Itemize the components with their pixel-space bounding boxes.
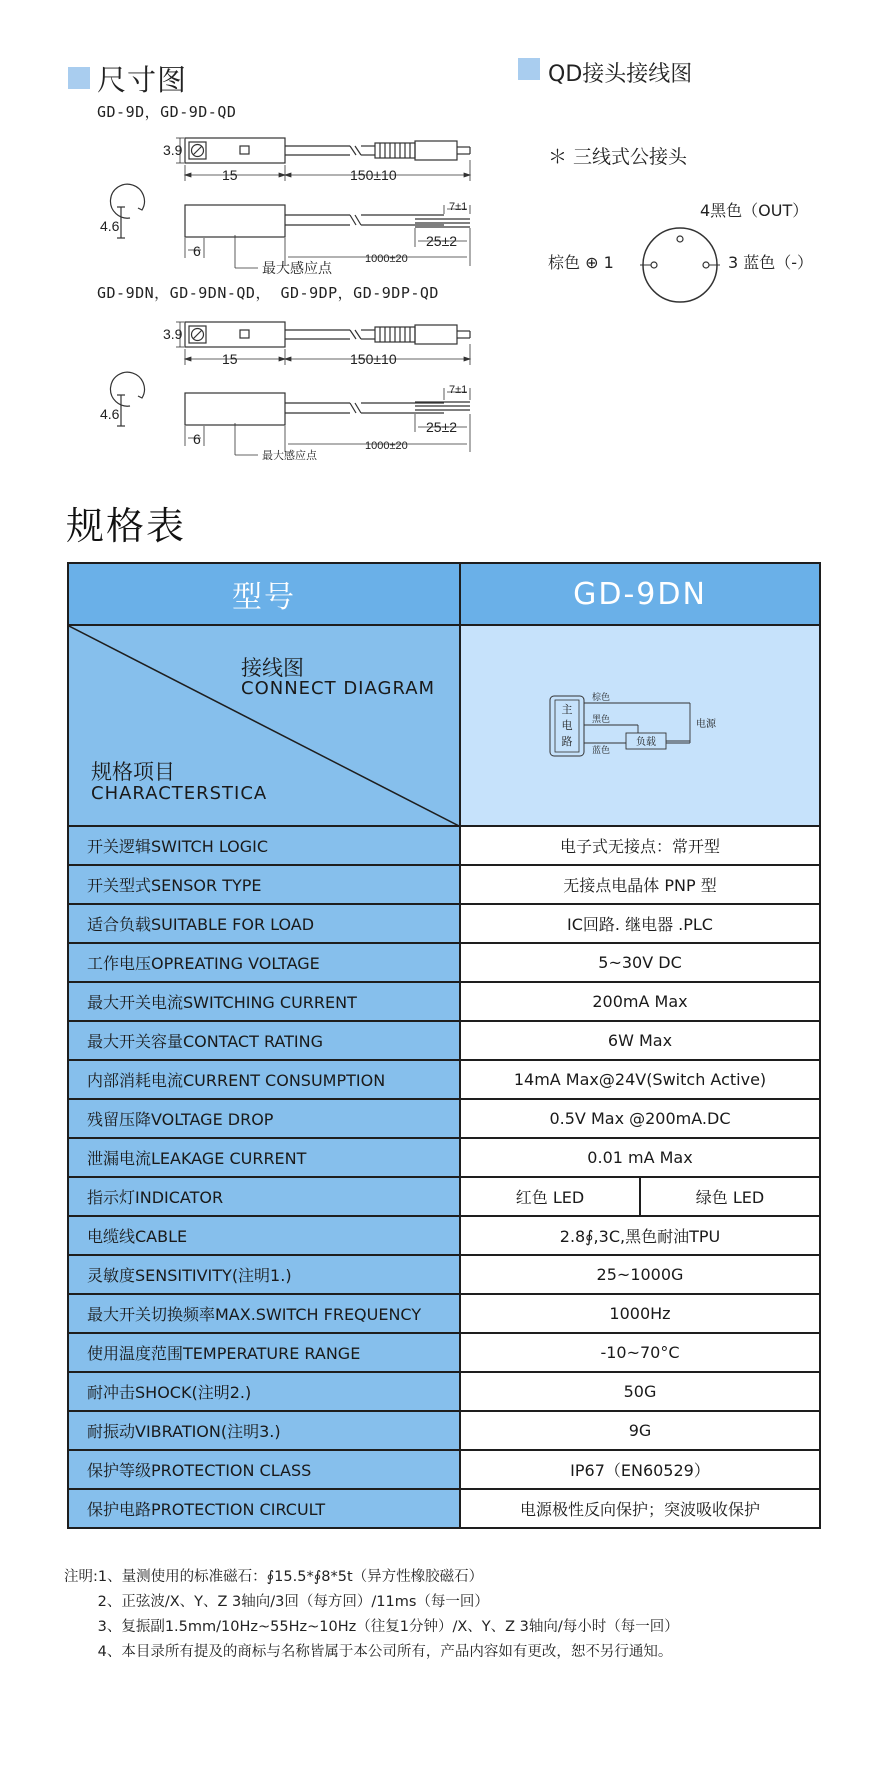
spec-row-value: 1000Hz (460, 1294, 820, 1333)
main-circuit-char-3: 路 (561, 734, 573, 748)
dim-15-b: 15 (222, 351, 238, 367)
spec-row-value: -10~70°C (460, 1333, 820, 1372)
spec-header-row (68, 563, 820, 625)
wire-black-label: 黑色 (592, 714, 611, 725)
spec-row (68, 865, 820, 904)
dim-25-b: 25±2 (426, 419, 458, 435)
spec-row-label: 灵敏度SENSITIVITY(注明1.) (68, 1255, 460, 1294)
spec-row (68, 1372, 820, 1411)
dim-6-a: 6 (193, 243, 201, 259)
wire-brown-label: 棕色 (592, 692, 611, 703)
spec-row-value-red-led: 红色 LED (460, 1177, 640, 1216)
qd-heading: QD接头接线图 (548, 62, 693, 87)
spec-row-label: 使用温度范围TEMPERATURE RANGE (68, 1333, 460, 1372)
dim-4-6-b: 4.6 (100, 406, 120, 422)
spec-row (68, 1138, 820, 1177)
model-label-b: GD-9DN，GD-9DN-QD， GD-9DP，GD-9DP-QD (97, 284, 439, 302)
dimension-drawing (0, 120, 520, 460)
header-model-value: GD-9DN (460, 563, 820, 625)
spec-row-value: 200mA Max (460, 982, 820, 1021)
spec-row (68, 1489, 820, 1528)
dim-4-6-a: 4.6 (100, 218, 120, 234)
spec-row (68, 1099, 820, 1138)
spec-row-label: 泄漏电流LEAKAGE CURRENT (68, 1138, 460, 1177)
spec-row-label: 最大开关容量CONTACT RATING (68, 1021, 460, 1060)
spec-row-label: 指示灯INDICATOR (68, 1177, 460, 1216)
power-label: 电源 (696, 718, 716, 730)
qd-pin1-label: 棕色 ⊕ 1 (548, 253, 614, 272)
spec-row-value: 0.5V Max @200mA.DC (460, 1099, 820, 1138)
spec-row-value: 25~1000G (460, 1255, 820, 1294)
spec-row-label: 残留压降VOLTAGE DROP (68, 1099, 460, 1138)
diagram-title-en: CONNECT DIAGRAM (241, 678, 436, 699)
spec-diagram-row (68, 625, 820, 826)
dim-25-a: 25±2 (426, 233, 458, 249)
spec-row-label: 保护等级PROTECTION CLASS (68, 1450, 460, 1489)
qd-connector-diagram (640, 225, 720, 305)
spec-row-value: IP67（EN60529） (460, 1450, 820, 1489)
spec-row-label: 电缆线CABLE (68, 1216, 460, 1255)
dim-3-9-b: 3.9 (163, 326, 183, 342)
spec-row (68, 904, 820, 943)
main-circuit-char-1: 主 (561, 702, 573, 716)
spec-row (68, 1216, 820, 1255)
spec-row-label: 最大开关电流SWITCHING CURRENT (68, 982, 460, 1021)
spec-row (68, 1177, 820, 1216)
spec-row-label: 开关型式SENSOR TYPE (68, 865, 460, 904)
spec-row-label: 开关逻辑SWITCH LOGIC (68, 826, 460, 865)
spec-row-label: 耐振动VIBRATION(注明3.) (68, 1411, 460, 1450)
diagram-title-cn: 接线图 (241, 656, 304, 680)
spec-table (67, 562, 821, 1529)
dim-6-b: 6 (193, 431, 201, 447)
spec-row-value-green-led: 绿色 LED (640, 1177, 820, 1216)
dim-1000-b: 1000±20 (365, 440, 408, 452)
dim-150-b: 150±10 (350, 351, 397, 367)
note-4: 4、本目录所有提及的商标与名称皆属于本公司所有，产品内容如有更改，恕不另行通知。 (64, 1644, 673, 1660)
spec-row-value: 电源极性反向保护；突波吸收保护 (460, 1489, 820, 1528)
dim-15-a: 15 (222, 167, 238, 183)
footnotes (64, 1565, 679, 1665)
spec-row-value: 50G (460, 1372, 820, 1411)
sensor-side-view-a (110, 184, 470, 238)
dim-150-a: 150±10 (350, 167, 397, 183)
spec-row (68, 1411, 820, 1450)
main-circuit-char-2: 电 (561, 718, 573, 732)
diagram-corner-cell (68, 625, 460, 826)
spec-row-label: 工作电压OPREATING VOLTAGE (68, 943, 460, 982)
spec-row-value: 9G (460, 1411, 820, 1450)
spec-row-label: 耐冲击SHOCK(注明2.) (68, 1372, 460, 1411)
spec-row-value: 6W Max (460, 1021, 820, 1060)
dim-3-9-a: 3.9 (163, 142, 183, 158)
spec-row (68, 1021, 820, 1060)
qd-heading-marker (518, 58, 540, 80)
sensor-top-view-b (185, 322, 470, 347)
connect-diagram-cell (460, 625, 820, 826)
spec-row (68, 1333, 820, 1372)
dim-7-b: 7±1 (449, 384, 468, 396)
max-point-b: 最大感应点 (262, 450, 317, 460)
spec-row (68, 982, 820, 1021)
dim-7-a: 7±1 (449, 201, 468, 213)
spec-heading: 规格表 (66, 504, 187, 548)
wire-blue-label: 蓝色 (592, 745, 611, 756)
sensor-top-view-a (185, 138, 470, 163)
note-1: 注明:1、量测使用的标准磁石：∮15.5*∮8*5t（异方性橡胶磁石） (64, 1569, 484, 1585)
spec-row (68, 1294, 820, 1333)
note-3: 3、复振副1.5mm/10Hz~55Hz~10Hz（往复1分钟）/X、Y、Z 3轴向/每小时（每一回） (64, 1619, 679, 1635)
spec-row-value: 0.01 mA Max (460, 1138, 820, 1177)
spec-row-value: 电子式无接点：常开型 (460, 826, 820, 865)
spec-row-value: 2.8∮,3C,黑色耐油TPU (460, 1216, 820, 1255)
load-label: 负载 (636, 736, 656, 748)
connect-circuit (540, 681, 740, 771)
spec-row-value: IC回路. 继电器 .PLC (460, 904, 820, 943)
dimension-heading: 尺寸图 (97, 63, 188, 97)
qd-pin4-label: 4黑色（OUT） (700, 201, 809, 220)
char-title-cn: 规格项目 (91, 760, 175, 784)
spec-row-value: 5~30V DC (460, 943, 820, 982)
qd-pin3-label: 3 蓝色（-） (728, 253, 814, 272)
spec-row (68, 826, 820, 865)
spec-row-value: 无接点电晶体 PNP 型 (460, 865, 820, 904)
spec-row (68, 943, 820, 982)
spec-row-label: 内部消耗电流CURRENT CONSUMPTION (68, 1060, 460, 1099)
note-2: 2、正弦波/X、Y、Z 3轴向/3回（每方回）/11ms（每一回） (64, 1594, 489, 1610)
spec-row (68, 1450, 820, 1489)
spec-row (68, 1060, 820, 1099)
max-point-a: 最大感应点 (262, 260, 332, 276)
model-label-a: GD-9D，GD-9D-QD (97, 103, 237, 121)
qd-subtitle: ＊ 三线式公接头 (548, 146, 688, 168)
dim-1000-a: 1000±20 (365, 253, 408, 265)
spec-row-label: 适合负载SUITABLE FOR LOAD (68, 904, 460, 943)
spec-row-label: 最大开关切换频率MAX.SWITCH FREQUENCY (68, 1294, 460, 1333)
spec-row-value: 14mA Max@24V(Switch Active) (460, 1060, 820, 1099)
header-model-label: 型号 (68, 563, 460, 625)
spec-row-label: 保护电路PROTECTION CIRCULT (68, 1489, 460, 1528)
spec-row (68, 1255, 820, 1294)
sensor-side-view-b (110, 372, 470, 426)
heading-marker (68, 67, 90, 89)
char-title-en: CHARACTERSTICA (91, 783, 268, 804)
